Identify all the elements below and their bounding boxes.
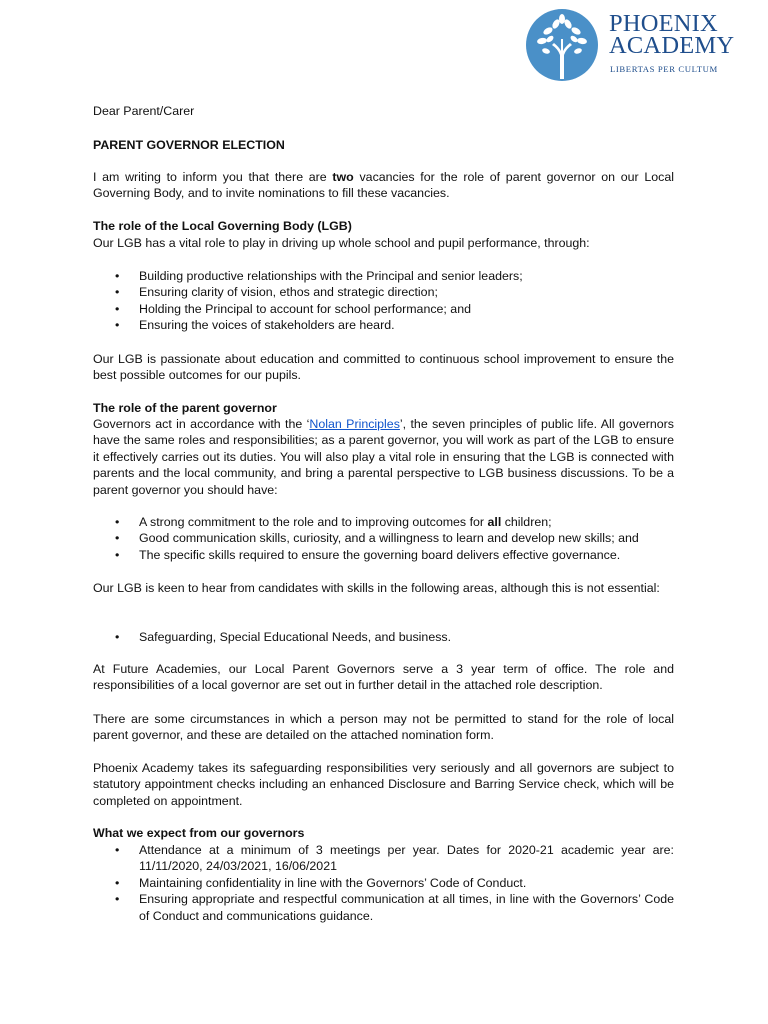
intro-paragraph [93, 169, 674, 202]
circumstances-paragraph: There are some circumstances in which a person may not be permitted to stand for the role of local parent governor, and these are detailed on the attached nomination form. [93, 712, 674, 743]
logo-name-line1: PHOENIX [609, 10, 718, 37]
intro-text-end: vacancies for the role of parent governor on our Local Governing Body, and to invite nominations to fill these vacancies. [93, 170, 674, 201]
parent-governor-heading: The role of the parent governor [93, 401, 277, 415]
list-item: • Holding the Principal to account for school performance; and [93, 301, 674, 317]
parent-para-start: Governors act in accordance with the ‘ [93, 417, 310, 431]
list-item [93, 514, 674, 530]
list-item: • Attendance at a minimum of 3 meetings per year. Dates for 2020-21 academic year are: 11/11/2020, 24/03/2021, 16/06/2021 [93, 842, 674, 875]
list-item: • Building productive relationships with the Principal and senior leaders; [93, 268, 674, 284]
bullet-text-end: children; [501, 515, 552, 529]
nolan-principles-link[interactable]: Nolan Principles [309, 417, 400, 431]
list-item: • Ensuring appropriate and respectful communication at all times, in line with the Governors’ Code of Conduct and communications guidance. [93, 891, 674, 924]
logo-motto: LIBERTAS PER CULTUM [610, 64, 718, 74]
lgb-bullet-list [93, 268, 674, 334]
skills-lead-paragraph: Our LGB is keen to hear from candidates with skills in the following areas, although this is not essential: [93, 581, 660, 595]
letter-title: PARENT GOVERNOR ELECTION [93, 138, 285, 152]
tree-emblem-icon [524, 9, 600, 81]
list-item: • Ensuring the voices of stakeholders are heard. [93, 317, 674, 333]
list-item: • Good communication skills, curiosity, and a willingness to learn and develop new skills; and [93, 530, 674, 546]
logo-name-line2: ACADEMY [609, 32, 735, 59]
lgb-heading: The role of the Local Governing Body (LGB) [93, 219, 352, 233]
list-item: • The specific skills required to ensure the governing board delivers effective governance. [93, 547, 674, 563]
expectations-bullet-list [93, 842, 674, 924]
expectations-heading: What we expect from our governors [93, 826, 305, 840]
school-logo [524, 9, 746, 81]
parent-bullet-list [93, 514, 674, 563]
lgb-closing-paragraph: Our LGB is passionate about education and committed to continuous school improvement to ensure the best possible outcomes for our pupils. [93, 352, 674, 383]
logo-wordmark [609, 10, 735, 59]
parent-para-end: ’, the seven principles of public life. All governors have the same roles and responsibilities; as a parent governor, you will work as part of the LGB to ensure it effectively carries out its duties. You will also play a vital role in ensuring that the LGB is connected with parents and the local community, and bring a parental perspective to LGB business discussions. To be a parent governor you should have: [93, 417, 675, 497]
list-item: • Maintaining confidentiality in line with the Governors’ Code of Conduct. [93, 875, 674, 891]
list-item: • Safeguarding, Special Educational Needs, and business. [93, 629, 674, 645]
bullet-text-start: A strong commitment to the role and to improving outcomes for [139, 515, 488, 529]
list-item: • Ensuring clarity of vision, ethos and strategic direction; [93, 284, 674, 300]
term-paragraph: At Future Academies, our Local Parent Governors serve a 3 year term of office. The role and responsibilities of a local governor are set out in further detail in the attached role description. [93, 662, 674, 693]
bullet-emphasis: all [487, 515, 502, 529]
skills-bullet-list [93, 629, 674, 645]
lgb-lead: Our LGB has a vital role to play in driving up whole school and pupil performance, through: [93, 236, 590, 250]
intro-emphasis: two [332, 170, 354, 184]
safeguarding-paragraph: Phoenix Academy takes its safeguarding responsibilities very seriously and all governors are subject to statutory appointment checks including an enhanced Disclosure and Barring Service check, which will be completed on appointment. [93, 761, 674, 808]
salutation: Dear Parent/Carer [93, 104, 195, 118]
intro-text-start: I am writing to inform you that there are [93, 170, 333, 184]
parent-governor-paragraph [93, 416, 674, 498]
